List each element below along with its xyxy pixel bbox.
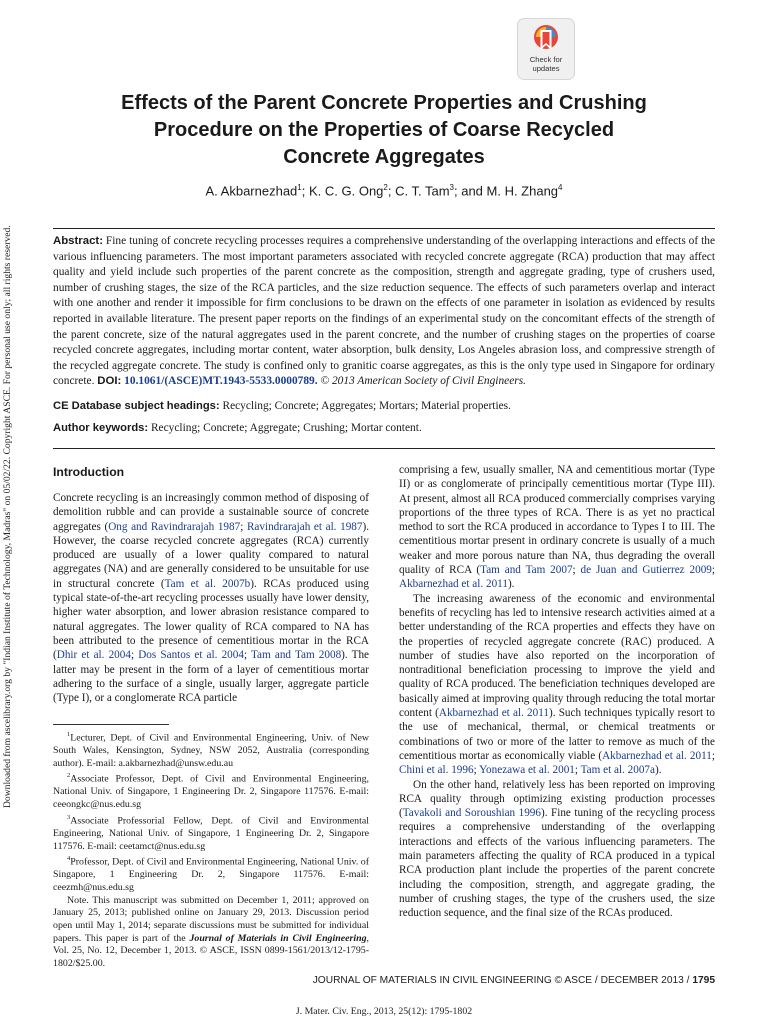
author-name: M. H. Zhang	[486, 183, 559, 199]
keywords-text: Recycling; Concrete; Aggregate; Crushing; Mortar content.	[148, 422, 422, 434]
section-heading: Introduction	[53, 465, 125, 479]
note-text: Note. This manuscript was submitted on December 1, 2011; approved on January 25, 2013; published online on January 29, 2013. Discussion period open until May 1, 2014; separate discussions must be submitted for individual papers. This paper is part of the	[53, 894, 369, 944]
paragraph-text: ). The latter may be present in the form of a layer of cementitious mortar adhering to the surface of a single, usually larger, aggregate particle (Type I), or a conglomerate RCA particle	[53, 649, 370, 705]
title-line: Effects of the Parent Concrete Properties and Crushing	[121, 92, 647, 114]
footnote	[53, 853, 369, 894]
author-separator: ;	[387, 183, 396, 199]
footnote-text: Lecturer, Dept. of Civil and Environmental Engineering, Univ. of New South Wales, Kensington, Sydney, NSW 2052, Australia (corresponding author). E-mail: a.akbarnezhad@unsw.edu.au	[53, 732, 369, 769]
paragraph-text: ).	[655, 764, 662, 777]
paragraph-text: ;	[473, 764, 480, 777]
footnote-marker: 3	[67, 813, 71, 821]
badge-label	[518, 56, 574, 73]
citation-link[interactable]: Chini et al. 1996	[399, 764, 474, 777]
citation-link[interactable]: Ong and Ravindrarajah 1987	[108, 520, 241, 533]
citation-line: J. Mater. Civ. Eng., 2013, 25(12): 1795-1802	[295, 1006, 473, 1017]
author-separator: ;	[301, 183, 309, 199]
citation-link[interactable]: Akbarnezhad et al. 2011	[399, 578, 508, 591]
body-paragraph	[53, 491, 369, 705]
download-watermark-text: Downloaded from ascelibrary.org by "Indian Institute of Technology, Madras" on 05/02/22. Copyright ASCE. For personal use only; all rights reserved.	[2, 225, 13, 808]
doi-label: DOI:	[97, 375, 122, 388]
paragraph-text: ;	[572, 564, 581, 577]
abstract-label: Abstract:	[53, 235, 104, 247]
footnote	[53, 729, 369, 770]
footnote-marker: 1	[67, 731, 71, 738]
badge-line2: updates	[532, 63, 560, 73]
paragraph-text: ). Such techniques typically resort to the use of mechanical, thermal, or chemical treatments or combinations of two or more of the latter to remove as much of the cementitious mortar as economically viable (	[399, 707, 716, 762]
paragraph-text: ;	[240, 520, 247, 533]
title-line: Procedure on the Properties of Coarse Recycled	[153, 119, 615, 141]
right-column	[399, 463, 715, 921]
paragraph-text: ). Fine tuning of the recycling process requires a comprehensive understanding of the overlapping interactions and effects of the various influencing parameters. The main parameters affecting the quality of RCA produced in a typical RCA production plant include the properties of the parent concrete including the composition, strength, and aggregate grading, the number of crushing stages, the type of the crushers used, the size reduction sequence, and the final size of the RCAs produced.	[399, 807, 715, 920]
citation-link[interactable]: Tam and Tam 2007	[480, 564, 573, 577]
paragraph-text: ;	[574, 764, 581, 777]
footer-journal: JOURNAL OF MATERIALS IN CIVIL ENGINEERING © ASCE / DECEMBER 2013 /	[312, 975, 693, 986]
author-name: C. T. Tam	[395, 183, 450, 199]
ce-subject-headings	[53, 400, 715, 412]
citation-link[interactable]: Dhir et al. 2004	[56, 649, 131, 662]
paragraph-text: ;	[711, 564, 715, 577]
paragraph-text: Concrete recycling is an increasingly common method of disposing of demolition rubble and can provide a sustainable source of concrete aggregates (	[53, 492, 369, 533]
citation-link[interactable]: de Juan and Gutierrez 2009	[580, 564, 712, 577]
citation-link[interactable]: Tavakoli and Soroushian 1996	[402, 807, 541, 820]
author-keywords	[53, 422, 715, 434]
page-number: 1795	[692, 975, 715, 986]
divider	[53, 228, 715, 229]
paragraph-text: ). RCAs produced using typical state-of-the-art recycling processes usually have lower density, higher water absorption, and lower abrasion resistance compared to natural aggregates. The lower quality of RCA compared to NA has been attributed to the presence of cementitious mortar in the RCA (	[53, 577, 369, 662]
footnote-text: Associate Professorial Fellow, Dept. of Civil and Environmental Engineering, National Univ. of Singapore, 1 Engineering Dr. 2, Singapore 117576. E-mail: ceetamct@nus.edu.sg	[53, 815, 369, 852]
body-paragraph	[399, 592, 715, 778]
affiliation-marker: 2	[383, 183, 388, 192]
citation-link[interactable]: Ravindrarajah et al. 1987	[246, 520, 363, 533]
paragraph-text: On the other hand, relatively less has been reported on improving RCA quality through optimizing existing production processes (	[399, 778, 715, 820]
paragraph-text: ).	[507, 578, 515, 591]
body-paragraph	[399, 463, 715, 592]
citation-link[interactable]: Tam and Tam 2008	[251, 649, 342, 662]
affiliation-marker: 1	[297, 183, 302, 192]
citation-link[interactable]: Tam et al. 2007a	[580, 764, 655, 777]
footnote	[53, 812, 369, 853]
paragraph-text: comprising a few, usually smaller, NA and cementitious mortar (Type II) or as conglomerate of principally cementitious mortar (Type III). At present, almost all RCA produced commercially comprises varying proportions of the three types of RCA. There is as yet no practical method to sort the RCA produced in accordance to Types I to III. The cementitious mortar present in ordinary concrete is usually of a much weaker and more porous nature than NA, thus degrading the overall quality of RCA (	[399, 464, 715, 577]
footnote-text: Associate Professor, Dept. of Civil and Environmental Engineering, National Univ. of Singapore, 1 Engineering Dr. 2, Singapore 117576. E-mail: ceeongkc@nus.edu.sg	[53, 773, 369, 811]
divider	[53, 448, 715, 449]
footnotes	[53, 729, 369, 971]
paragraph-text: ;	[711, 749, 715, 762]
note-text: , Vol. 25, No. 12, December 1, 2013. © ASCE, ISSN 0899-1561/2013/12-1795-1802/$25.00.	[53, 932, 369, 970]
footnote-marker: 2	[67, 772, 71, 780]
affiliation-marker: 4	[558, 183, 563, 192]
copyright-text: © 2013 American Society of Civil Engineers.	[317, 375, 526, 388]
submission-note	[53, 895, 369, 971]
author-list	[60, 183, 708, 198]
title-line: Concrete Aggregates	[283, 146, 485, 168]
author-name: K. C. G. Ong	[308, 183, 384, 199]
ce-headings-text: Recycling; Concrete; Aggregates; Mortars; Material properties.	[219, 400, 511, 412]
citation-link[interactable]: Yonezawa et al. 2001	[479, 764, 575, 777]
ce-headings-label: CE Database subject headings:	[53, 400, 220, 412]
badge-line1: Check for	[529, 55, 563, 64]
citation-link[interactable]: Dos Santos et al. 2004	[138, 649, 244, 662]
citation-link[interactable]: Akbarnezhad et al. 2011	[438, 707, 549, 720]
citation-link[interactable]: Akbarnezhad et al. 2011	[602, 749, 712, 762]
footnote	[53, 770, 369, 811]
footnote-marker: 4	[67, 855, 71, 863]
paragraph-text: The increasing awareness of the economic and environmental benefits of recycling has led to intensive research activities aimed at a better understanding of the RCA properties and effects they have on the properties of recycled aggregate concrete (RAC) produced. A number of studies have also reported on the incorporation of nontraditional beneficiation processing to improve the yield and quality of RCA produced. The beneficiation techniques developed are basically aimed at improving quality through reducing the total mortar content (	[399, 592, 715, 720]
citation-link[interactable]: Tam et al. 2007b	[164, 577, 251, 590]
paragraph-text: ;	[130, 649, 139, 662]
paragraph-text: ). However, the coarse recycled concrete aggregates (RCA) currently produced are usually of a lower quality compared to natural aggregates (NA) and are generally considered to be unsuitable for use in structural concrete (	[53, 520, 370, 590]
paper-title	[60, 90, 708, 171]
paragraph-text: ;	[243, 649, 251, 662]
running-footer	[313, 975, 715, 986]
abstract-text: Fine tuning of concrete recycling processes requires a comprehensive understanding of the overlapping interactions and effects of the various influencing parameters. The most important parameters associated with recycled concrete aggregate (RCA) production that may affect quality and yield include such properties of the parent concrete as the composition, strength and aggregate grading, type of crushers used, number of crushing stages, the size of the RCA particles, and the size reduction sequence. The effects of such parameters overlap and interact with one another and render it impossible for firm conclusions to be drawn on the effects of one parameter in isolation as evidenced by results reported in available literature. The present paper reports on the findings of an experimental study on the concomitant effects of the strength of the parent concrete, size of the natural aggregates used in the parent concrete, and the number of crushing stages on the properties of coarse recycled concrete aggregates, including mortar content, water absorption, bulk density, Los Angeles abrasion loss, and compressive strength of the recycled aggregate concrete. The study is confined only to granitic coarse aggregates, as this is the only type used in Singapore for ordinary concrete.	[53, 235, 715, 388]
bookmark-check-icon	[533, 24, 559, 54]
footnote-divider	[53, 724, 169, 725]
body-paragraph	[399, 778, 715, 921]
abstract	[53, 234, 715, 390]
doi-link[interactable]: 10.1061/(ASCE)MT.1943-5533.0000789.	[121, 375, 318, 388]
author-separator: ; and	[453, 183, 487, 199]
journal-name: Journal of Materials in Civil Engineering	[189, 932, 367, 944]
affiliation-marker: 3	[449, 183, 454, 192]
footnote-text: Professor, Dept. of Civil and Environmental Engineering, National Univ. of Singapore, 1 Engineering Dr. 2, Singapore 117576. E-mail: ceezmh@nus.edu.sg	[53, 856, 369, 893]
keywords-label: Author keywords:	[53, 422, 149, 434]
download-watermark	[2, 188, 18, 808]
left-column	[53, 491, 369, 705]
check-for-updates-badge[interactable]	[517, 18, 575, 80]
author-name: A. Akbarnezhad	[205, 183, 298, 199]
